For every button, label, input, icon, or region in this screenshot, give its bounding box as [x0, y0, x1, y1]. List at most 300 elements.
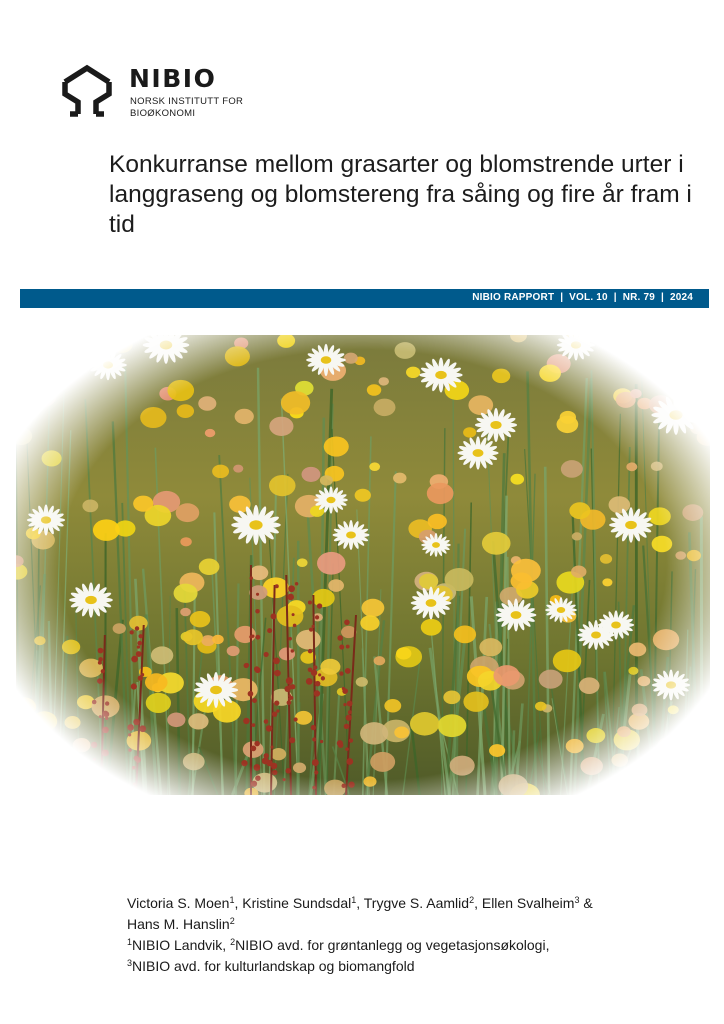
kidney-vetch-flower	[146, 693, 171, 713]
sorrel-seed	[288, 694, 291, 697]
sorrel-seed	[102, 749, 109, 756]
daisy-center	[327, 497, 336, 503]
kidney-vetch-flower	[370, 752, 395, 772]
daisy-flower	[475, 408, 517, 442]
daisy-flower	[421, 533, 451, 557]
kidney-vetch-flower	[320, 659, 340, 675]
kidney-vetch-flower	[174, 584, 198, 603]
sorrel-seed	[287, 679, 293, 685]
daisy-center	[249, 520, 262, 529]
kidney-vetch-flower	[234, 626, 256, 643]
kidney-vetch-flower	[133, 496, 153, 512]
kidney-vetch-flower	[374, 656, 386, 665]
kidney-vetch-flower	[93, 519, 120, 541]
sorrel-seed	[256, 593, 259, 596]
kidney-vetch-flower	[360, 615, 379, 630]
kidney-vetch-flower	[445, 568, 474, 591]
daisy-flower	[419, 358, 462, 393]
affiliation-line-1	[127, 935, 667, 956]
kidney-vetch-flower	[539, 365, 561, 382]
daisy-flower	[89, 350, 127, 381]
sorrel-seed	[312, 759, 319, 766]
daisy-flower	[545, 597, 577, 623]
sorrel-seed	[271, 613, 277, 619]
kidney-vetch-flower	[682, 504, 703, 521]
kidney-vetch-flower	[652, 536, 673, 552]
kidney-vetch-flower	[492, 369, 510, 384]
kidney-vetch-flower	[579, 677, 600, 694]
kidney-vetch-flower	[648, 507, 670, 525]
sorrel-seed	[339, 671, 343, 675]
author-name: Ellen Svalheim	[481, 895, 575, 911]
sorrel-seed	[308, 600, 312, 604]
sorrel-seed	[313, 665, 317, 669]
daisy-flower	[652, 669, 690, 700]
kidney-vetch-flower	[296, 630, 321, 650]
kidney-vetch-flower	[328, 579, 344, 592]
daisy-flower	[457, 436, 498, 469]
kidney-vetch-flower	[212, 635, 224, 644]
sorrel-seed	[289, 737, 295, 743]
sorrel-seed	[345, 668, 351, 674]
kidney-vetch-flower	[572, 532, 582, 540]
kidney-vetch-flower	[600, 554, 612, 564]
sorrel-seed	[254, 666, 260, 672]
kidney-vetch-flower	[384, 699, 401, 712]
sorrel-seed	[291, 649, 294, 652]
kidney-vetch-flower	[443, 691, 460, 705]
sorrel-seed	[308, 667, 313, 672]
kidney-vetch-flower	[641, 774, 660, 789]
sorrel-seed	[266, 725, 272, 731]
kidney-vetch-flower	[38, 747, 63, 767]
daisy-center	[473, 449, 484, 457]
kidney-vetch-flower	[450, 756, 475, 776]
author-block	[127, 893, 667, 977]
sorrel-seed	[255, 609, 260, 614]
kidney-vetch-flower	[183, 753, 205, 770]
sorrel-seed	[342, 688, 348, 694]
sorrel-seed	[92, 764, 98, 770]
kidney-vetch-flower	[482, 532, 511, 555]
kidney-vetch-flower	[374, 399, 396, 417]
kidney-vetch-flower	[67, 349, 84, 362]
affiliation-text: NIBIO Landvik,	[132, 937, 231, 953]
kidney-vetch-flower	[668, 705, 679, 714]
kidney-vetch-flower	[355, 489, 371, 502]
sorrel-seed	[270, 746, 273, 749]
sorrel-seed	[342, 784, 346, 788]
affiliation-marker: 2	[229, 916, 235, 926]
daisy-center	[571, 341, 581, 348]
kidney-vetch-flower	[535, 702, 547, 711]
sorrel-seed	[248, 691, 254, 697]
daisy-flower	[655, 738, 698, 772]
daisy-flower	[231, 505, 281, 545]
sorrel-seed	[321, 676, 325, 680]
sorrel-seed	[320, 740, 323, 743]
kidney-vetch-flower	[344, 353, 358, 364]
kidney-vetch-flower	[602, 578, 612, 586]
sorrel-seed	[287, 700, 292, 705]
kidney-vetch-flower	[249, 585, 267, 600]
daisy-center	[426, 599, 437, 607]
kidney-vetch-flower	[42, 450, 62, 466]
sorrel-seed	[128, 748, 131, 751]
kidney-vetch-flower	[111, 336, 133, 353]
kidney-vetch-flower	[539, 670, 563, 689]
kidney-vetch-flower	[670, 775, 689, 790]
sorrel-seed	[274, 670, 281, 677]
sorrel-seed	[273, 658, 280, 665]
sorrel-seed	[132, 766, 136, 770]
sorrel-seed	[241, 760, 247, 766]
kidney-vetch-flower	[672, 374, 687, 386]
affiliation-marker: 3	[127, 958, 133, 968]
kidney-vetch-flower	[183, 629, 203, 645]
kidney-vetch-flower	[454, 625, 476, 643]
kidney-vetch-flower	[297, 558, 308, 567]
sorrel-seed	[251, 746, 257, 752]
sorrel-seed	[344, 724, 349, 729]
sorrel-seed	[137, 641, 142, 646]
kidney-vetch-flower	[295, 711, 312, 725]
sorrel-seed	[97, 678, 103, 684]
kidney-vetch-flower	[628, 667, 638, 675]
kidney-vetch-flower	[312, 589, 335, 607]
daisy-flower	[609, 507, 653, 542]
kidney-vetch-flower	[428, 514, 447, 529]
affiliation-marker: 3	[574, 895, 580, 905]
sorrel-seed	[254, 764, 261, 771]
sorrel-seed	[243, 718, 249, 724]
daisy-flower	[411, 587, 452, 620]
grass-blade	[701, 516, 702, 795]
sorrel-seed	[274, 700, 279, 705]
kidney-vetch-flower	[629, 643, 646, 657]
kidney-vetch-flower	[269, 475, 296, 496]
sorrel-seed	[245, 663, 250, 668]
daisy-center	[346, 531, 356, 538]
sorrel-seed	[312, 625, 315, 628]
sorrel-seed	[288, 585, 295, 592]
kidney-vetch-flower	[188, 713, 208, 729]
sorrel-seed	[102, 727, 108, 733]
sorrel-seed	[276, 709, 279, 712]
sorrel-seed	[339, 645, 344, 650]
kidney-vetch-flower	[212, 465, 229, 479]
sorrel-seed	[98, 657, 102, 661]
kidney-vetch-flower	[363, 776, 376, 786]
nibio-logo-icon	[62, 64, 112, 118]
report-title: Konkurranse mellom grasarter og blomstrende urter i langgraseng og blomstereng fra såing og fire år fram i tid	[109, 151, 692, 238]
kidney-vetch-flower	[167, 380, 194, 401]
kidney-vetch-flower	[511, 572, 533, 589]
sorrel-seed	[346, 758, 353, 765]
sorrel-seed	[344, 620, 350, 626]
nibio-logo	[62, 64, 262, 124]
kidney-vetch-flower	[553, 649, 582, 672]
sorrel-seed	[250, 576, 253, 579]
sorrel-seed	[91, 742, 97, 748]
report-info-band	[20, 289, 709, 308]
sorrel-seed	[139, 725, 146, 732]
kidney-vetch-flower	[167, 713, 185, 728]
sorrel-seed	[255, 775, 260, 780]
kidney-vetch-flower	[393, 473, 406, 484]
daisy-center	[511, 611, 522, 619]
kidney-vetch-flower	[18, 385, 39, 402]
kidney-vetch-flower	[419, 574, 438, 589]
kidney-vetch-flower	[638, 676, 651, 686]
author-name: Kristine Sundsdal	[242, 895, 352, 911]
sorrel-seed	[315, 681, 321, 687]
daisy-flower	[194, 672, 238, 708]
kidney-vetch-flower	[180, 608, 191, 617]
daisy-center	[85, 596, 97, 604]
kidney-vetch-flower	[566, 739, 584, 753]
kidney-vetch-flower	[176, 503, 200, 522]
kidney-vetch-flower	[379, 377, 389, 385]
kidney-vetch-flower	[675, 551, 686, 560]
sorrel-seed	[267, 628, 272, 633]
daisy-center	[41, 516, 51, 523]
daisy-center	[490, 421, 501, 429]
sorrel-seed	[92, 700, 97, 705]
report-series-label: NIBIO RAPPORT | VOL. 10 | NR. 79 | 2024	[472, 292, 693, 303]
sorrel-seed	[139, 634, 143, 638]
kidney-vetch-flower	[271, 748, 286, 760]
logo-subtitle-line-2: BIOØKONOMI	[130, 108, 196, 119]
sorrel-seed	[141, 673, 144, 676]
kidney-vetch-flower	[177, 404, 194, 418]
sorrel-seed	[262, 757, 269, 764]
daisy-flower	[496, 599, 537, 632]
kidney-vetch-flower	[569, 502, 590, 519]
kidney-vetch-flower	[64, 716, 80, 729]
kidney-vetch-flower	[293, 763, 306, 774]
kidney-vetch-flower	[140, 407, 166, 428]
affiliation-marker: 2	[469, 895, 475, 905]
kidney-vetch-flower	[205, 429, 215, 437]
kidney-vetch-flower	[233, 465, 243, 473]
kidney-vetch-flower	[113, 623, 126, 634]
kidney-vetch-flower	[611, 754, 628, 767]
sorrel-seed	[311, 725, 316, 730]
sorrel-seed	[346, 715, 352, 721]
sorrel-seed	[272, 770, 277, 775]
kidney-vetch-flower	[281, 391, 310, 414]
kidney-vetch-flower	[277, 605, 304, 626]
kidney-vetch-flower	[687, 550, 701, 561]
daisy-flower	[651, 395, 700, 435]
sorrel-seed	[272, 764, 276, 768]
kidney-vetch-flower	[406, 367, 420, 378]
kidney-vetch-flower	[227, 646, 240, 656]
sorrel-seed	[293, 624, 297, 628]
author-line-2	[127, 914, 667, 935]
kidney-vetch-flower	[235, 409, 254, 424]
kidney-vetch-flower	[367, 384, 381, 396]
daisy-center	[670, 751, 681, 759]
kidney-vetch-flower	[489, 744, 505, 757]
daisy-center	[591, 631, 601, 638]
cover-photo	[16, 335, 710, 795]
sorrel-seed	[134, 786, 137, 789]
sorrel-seed	[251, 781, 257, 787]
kidney-vetch-flower	[225, 346, 250, 366]
sorrel-seed	[315, 615, 319, 619]
kidney-vetch-flower	[317, 552, 345, 575]
daisy-center	[210, 686, 222, 694]
sorrel-seed	[101, 669, 105, 673]
kidney-vetch-flower	[410, 712, 439, 736]
kidney-vetch-flower	[73, 738, 91, 752]
kidney-vetch-flower	[438, 714, 467, 737]
affiliation-marker: 2	[230, 937, 236, 947]
sorrel-seed	[314, 770, 318, 774]
kidney-vetch-flower	[31, 368, 43, 378]
kidney-vetch-flower	[302, 467, 321, 482]
kidney-vetch-flower	[180, 537, 191, 546]
daisy-center	[557, 607, 565, 613]
kidney-vetch-flower	[198, 396, 216, 410]
sorrel-seed	[282, 778, 285, 781]
kidney-vetch-flower	[395, 342, 416, 359]
daisy-center	[103, 361, 113, 368]
sorrel-seed	[308, 649, 313, 654]
sorrel-seed	[348, 710, 352, 714]
kidney-vetch-flower	[62, 640, 80, 655]
daisy-flower	[577, 620, 614, 650]
affiliation-marker: 1	[351, 895, 357, 905]
daisy-center	[432, 542, 440, 548]
sorrel-seed	[127, 724, 134, 731]
sorrel-seed	[136, 651, 142, 657]
kidney-vetch-flower	[427, 483, 454, 504]
sorrel-seed	[98, 648, 104, 654]
daisy-center	[611, 622, 621, 629]
kidney-vetch-flower	[617, 726, 631, 737]
affiliation-line-2	[127, 956, 667, 977]
sorrel-seed	[104, 782, 111, 789]
kidney-vetch-flower	[360, 722, 388, 745]
kidney-vetch-flower	[626, 462, 637, 471]
sorrel-seed	[130, 630, 134, 634]
sorrel-seed	[312, 786, 315, 789]
logo-subtitle	[130, 96, 260, 120]
sorrel-seed	[264, 652, 269, 657]
sorrel-seed	[134, 756, 139, 761]
sorrel-seed	[345, 747, 349, 751]
daisy-flower	[314, 486, 348, 513]
kidney-vetch-flower	[361, 599, 384, 617]
sorrel-seed	[135, 626, 139, 630]
sorrel-seed	[348, 781, 354, 787]
sorrel-seed	[346, 645, 350, 649]
kidney-vetch-flower	[463, 427, 476, 437]
sorrel-seed	[317, 603, 322, 608]
sorrel-seed	[349, 738, 353, 742]
kidney-vetch-flower	[269, 417, 293, 436]
kidney-vetch-flower	[44, 335, 61, 349]
sorrel-seed	[93, 790, 98, 795]
kidney-vetch-flower	[32, 711, 58, 731]
sorrel-seed	[105, 701, 109, 705]
sorrel-seed	[318, 673, 321, 676]
sorrel-seed	[252, 698, 257, 703]
sorrel-seed	[99, 715, 102, 718]
sorrel-seed	[285, 768, 291, 774]
sorrel-seed	[288, 697, 291, 700]
sorrel-seed	[131, 656, 138, 663]
sorrel-seed	[295, 582, 299, 586]
logo-subtitle-line-1: NORSK INSTITUTT FOR	[130, 96, 244, 107]
sorrel-seed	[312, 737, 316, 741]
kidney-vetch-flower	[145, 673, 168, 691]
kidney-vetch-flower	[421, 619, 442, 636]
author-name: Hans M. Hanslin	[127, 916, 230, 932]
daisy-center	[321, 356, 332, 364]
author-line-1: Victoria S. Moen$^1$, Kristine Sundsdal$^1$, Trygve S. Aamlid$^2$, Ellen Svalheim$^3$ &	[127, 895, 593, 911]
sorrel-seed	[347, 701, 353, 707]
sorrel-seed	[337, 635, 343, 641]
sorrel-seed	[255, 635, 260, 640]
daisy-center	[625, 521, 637, 529]
sorrel-seed	[337, 740, 343, 746]
sorrel-seed	[287, 594, 294, 601]
kidney-vetch-flower	[190, 611, 211, 627]
sorrel-seed	[105, 717, 108, 720]
kidney-vetch-flower	[324, 437, 349, 457]
affiliation-text: NIBIO avd. for grøntanlegg og vegetasjonsøkologi,	[235, 937, 550, 953]
kidney-vetch-flower	[199, 559, 220, 575]
sorrel-seed	[264, 753, 269, 758]
sorrel-seed	[252, 723, 256, 727]
kidney-vetch-flower	[609, 496, 631, 513]
daisy-center	[435, 371, 447, 379]
kidney-vetch-flower	[560, 411, 576, 424]
sorrel-seed	[93, 758, 96, 761]
kidney-vetch-flower	[510, 474, 524, 485]
kidney-vetch-flower	[34, 636, 45, 645]
daisy-flower	[306, 344, 346, 376]
kidney-vetch-flower	[632, 704, 648, 717]
sorrel-seed	[275, 584, 279, 588]
affiliation-marker: 1	[229, 895, 235, 905]
sorrel-seed	[288, 637, 292, 641]
kidney-vetch-flower	[151, 646, 173, 664]
kidney-vetch-flower	[320, 475, 333, 485]
sorrel-seed	[137, 645, 140, 648]
affiliation-text: NIBIO avd. for kulturlandskap og biomangfold	[132, 958, 415, 974]
kidney-vetch-flower	[396, 647, 411, 659]
daisy-center	[160, 341, 172, 350]
sorrel-seed	[292, 613, 295, 616]
sorrel-seed	[251, 635, 254, 638]
kidney-vetch-flower	[653, 629, 679, 650]
sorrel-seed	[309, 628, 313, 632]
kidney-vetch-flower	[463, 692, 488, 712]
kidney-vetch-flower	[571, 566, 586, 578]
sorrel-seed	[314, 690, 320, 696]
affiliation-marker: 1	[127, 937, 133, 947]
kidney-vetch-flower	[394, 727, 409, 739]
daisy-flower	[333, 520, 370, 550]
sorrel-seed	[288, 685, 292, 689]
sorrel-seed	[133, 783, 136, 786]
kidney-vetch-flower	[493, 665, 519, 686]
